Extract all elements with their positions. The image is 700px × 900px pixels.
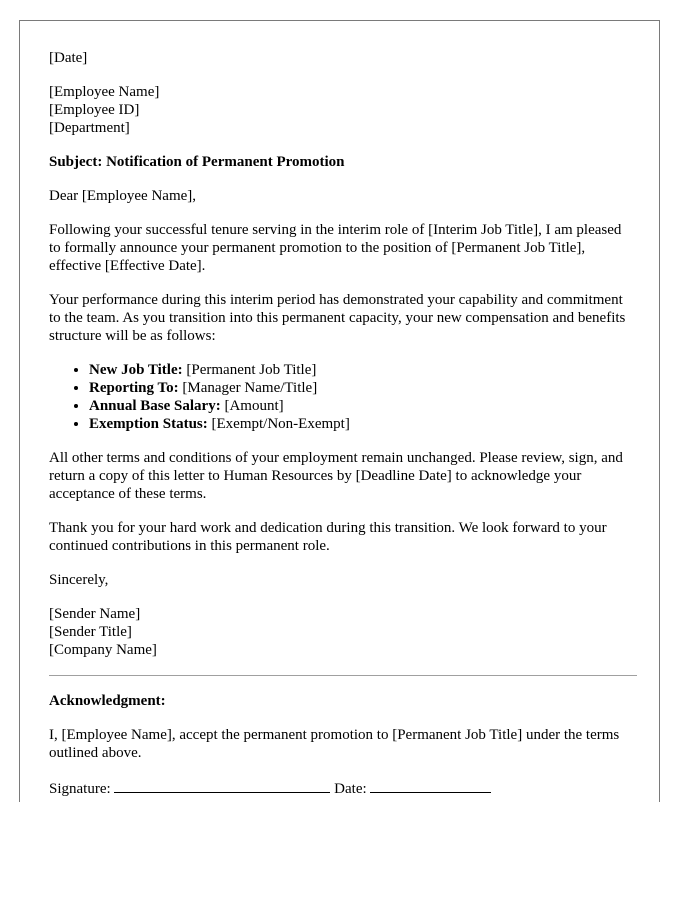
term-exemption-status	[89, 415, 635, 433]
body-paragraph-1: Following your successful tenure serving in the interim role of [Interim Job Title], I am pleased to formally announce your permanent promotion to the position of [Permanent Job Title], effective [Effective Date].	[49, 222, 622, 274]
salutation: Dear [Employee Name],	[49, 188, 197, 204]
acknowledgment-statement: I, [Employee Name], accept the permanent promotion to [Permanent Job Title] under the terms outlined above.	[49, 727, 620, 761]
term-value: [Manager Name/Title]	[178, 380, 318, 396]
term-value: [Permanent Job Title]	[182, 362, 317, 378]
body-paragraph-2: Your performance during this interim period has demonstrated your capability and commitment to the team. As you transition into this permanent capacity, your new compensation and benefits structure will be as follows:	[49, 292, 626, 344]
term-label: New Job Title:	[89, 362, 183, 378]
term-label: Annual Base Salary:	[89, 398, 221, 414]
closing: Sincerely,	[49, 572, 109, 588]
date-label: Date:	[334, 781, 367, 797]
letter-subject: Subject: Notification of Permanent Promotion	[49, 154, 345, 170]
signature-label: Signature:	[49, 781, 111, 797]
sender-block	[49, 605, 635, 659]
term-reporting-to	[89, 379, 635, 397]
section-divider	[49, 675, 637, 676]
term-value: [Exempt/Non-Exempt]	[207, 416, 350, 432]
body-paragraph-3: All other terms and conditions of your employment remain unchanged. Please review, sign, and return a copy of this letter to Human Resources by [Deadline Date] to acknowledge your acceptance of these terms.	[49, 450, 623, 502]
term-label: Exemption Status:	[89, 416, 208, 432]
sender-name: [Sender Name]	[49, 606, 141, 622]
signature-row	[49, 778, 635, 798]
term-label: Reporting To:	[89, 380, 179, 396]
letter-page	[19, 20, 660, 802]
term-job-title	[89, 361, 635, 379]
recipient-block	[49, 83, 635, 137]
acknowledgment-heading: Acknowledgment:	[49, 693, 166, 709]
term-base-salary	[89, 397, 635, 415]
letter-content	[49, 49, 635, 798]
date-blank-line[interactable]	[370, 778, 491, 793]
recipient-name: [Employee Name]	[49, 84, 160, 100]
signature-blank-line[interactable]	[114, 778, 330, 793]
sender-title: [Sender Title]	[49, 624, 132, 640]
letter-date: [Date]	[49, 50, 88, 66]
promotion-terms-list	[49, 361, 635, 433]
body-paragraph-4: Thank you for your hard work and dedication during this transition. We look forward to your continued contributions in this permanent role.	[49, 520, 607, 554]
term-value: [Amount]	[220, 398, 284, 414]
sender-company: [Company Name]	[49, 642, 157, 658]
recipient-id: [Employee ID]	[49, 102, 140, 118]
recipient-department: [Department]	[49, 120, 130, 136]
